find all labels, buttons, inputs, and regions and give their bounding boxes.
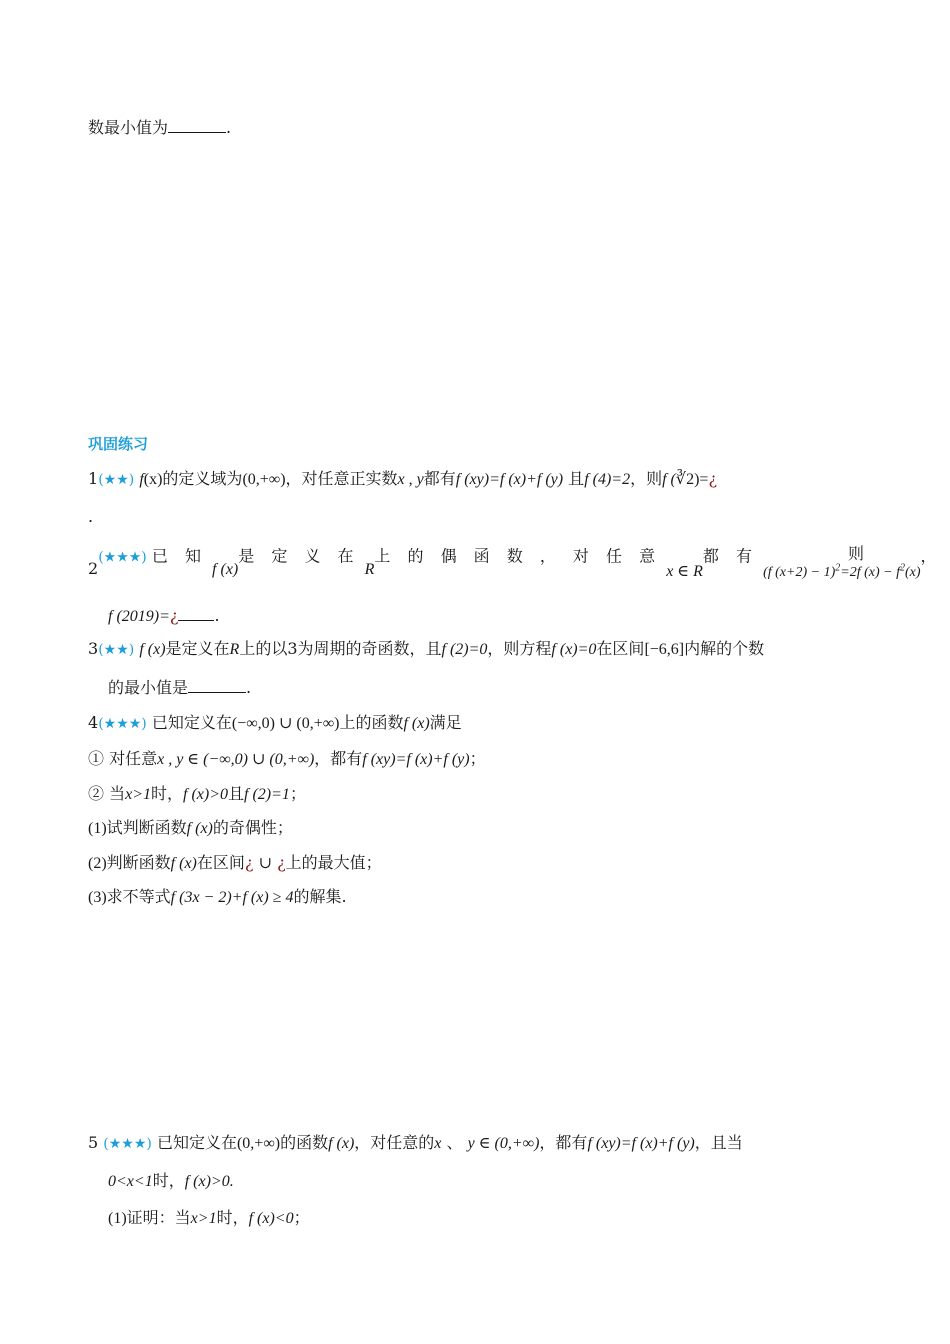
q4-domain: (−∞,0) ∪ (0,+∞) bbox=[231, 715, 340, 732]
top-line bbox=[88, 116, 231, 140]
question-5 bbox=[88, 1131, 743, 1156]
q3-difficulty: (★★) bbox=[98, 642, 135, 658]
q5-sub-num: (1) bbox=[108, 1210, 127, 1227]
q5-text: ，对任意的 bbox=[354, 1133, 435, 1152]
q3-text: 内解的个数 bbox=[684, 639, 765, 658]
top-text: 数最小值为 bbox=[88, 118, 169, 137]
question-3-cont bbox=[108, 676, 251, 700]
q2-text: 已 知 bbox=[151, 546, 207, 566]
q2-query: f (2019)= bbox=[108, 608, 170, 625]
q3-text: 是定义在 bbox=[165, 639, 230, 658]
q2-comma: ， bbox=[920, 546, 937, 566]
q4-text: 在区间 bbox=[196, 853, 245, 872]
section-heading: 巩固练习 bbox=[88, 435, 149, 453]
q5-text: 时， bbox=[152, 1171, 185, 1190]
q4-text: 的奇偶性； bbox=[212, 818, 293, 837]
q5-text: 证明：当 bbox=[126, 1208, 191, 1227]
q1-text: 且 bbox=[568, 469, 585, 488]
q2-placeholder: ¿ bbox=[169, 606, 179, 625]
question-4 bbox=[88, 711, 462, 736]
q4-text: 时， bbox=[151, 784, 184, 803]
q5-sub-1 bbox=[108, 1206, 310, 1231]
q5-text: ，且当 bbox=[694, 1133, 743, 1152]
q4-condition-2 bbox=[88, 782, 306, 807]
q4-text: ； bbox=[469, 749, 486, 768]
q3-interval: [−6,6] bbox=[644, 641, 685, 658]
question-2-cont bbox=[108, 604, 220, 629]
q4-placeholder: ¿ bbox=[244, 853, 254, 872]
q2-difficulty: (★★★) bbox=[98, 549, 147, 566]
q1-placeholder: ¿ bbox=[708, 469, 718, 488]
period: . bbox=[214, 606, 220, 625]
q4-text: 求不等式 bbox=[106, 887, 171, 906]
q1-fx: (x) bbox=[143, 471, 163, 488]
q4-sub-1 bbox=[88, 816, 293, 841]
period: . bbox=[226, 118, 232, 137]
q5-domain: (0,+∞) bbox=[236, 1135, 281, 1152]
q3-eq: f (x)=0 bbox=[551, 641, 597, 658]
q3-cond: f (2)=0 bbox=[441, 641, 488, 658]
q4-text: 试判断函数 bbox=[106, 818, 187, 837]
q5-text: 、 bbox=[446, 1133, 463, 1152]
q4-text: 判断函数 bbox=[106, 853, 171, 872]
q2-eq-exp2: 2 bbox=[899, 562, 905, 573]
q5-text: ； bbox=[293, 1208, 310, 1227]
q2-eq-lhs: (f (x+2) − 1) bbox=[763, 564, 836, 580]
q4-difficulty: (★★★) bbox=[98, 716, 147, 732]
question-1-cont: . bbox=[88, 507, 94, 526]
q3-text: 的最小值是 bbox=[108, 678, 189, 697]
q4-sub-2 bbox=[88, 851, 382, 876]
q4-eq: f (xy)=f (x)+f (y) bbox=[362, 751, 470, 768]
q4-text: ； bbox=[289, 784, 306, 803]
q4-ineq: f (3x − 2)+f (x) ≥ 4 bbox=[170, 889, 294, 906]
q1-condition: f (4)=2 bbox=[584, 471, 631, 488]
q3-R: R bbox=[229, 641, 240, 658]
q4-text: ，都有 bbox=[314, 749, 363, 768]
question-3 bbox=[88, 637, 764, 662]
q1-text: 的定义域为 bbox=[162, 469, 243, 488]
q5-difficulty: (★★★) bbox=[103, 1136, 152, 1152]
q5-text: ，都有 bbox=[539, 1133, 588, 1152]
q1-equation: f (xy)=f (x)+f (y) bbox=[455, 471, 564, 488]
q4-text: 且 bbox=[228, 784, 245, 803]
q2-domain: x ∈ R bbox=[666, 562, 703, 580]
answer-blank bbox=[178, 606, 214, 621]
q1-domain: (0,+∞) bbox=[242, 471, 286, 488]
q5-fx: f (x) bbox=[328, 1135, 355, 1152]
q4-cond: x>1 bbox=[125, 786, 151, 803]
q5-cond: 0<x<1 bbox=[108, 1173, 153, 1190]
q2-eq-rhs: =2f (x) − f bbox=[840, 564, 900, 580]
q2-eq-exp: 2 bbox=[835, 562, 841, 573]
q4-sub-3 bbox=[88, 885, 347, 910]
q3-text: 在区间 bbox=[596, 639, 645, 658]
q3-number: 3 bbox=[88, 639, 99, 658]
q4-condition-1 bbox=[88, 747, 486, 772]
q4-sub-num: (3) bbox=[88, 889, 107, 906]
question-5-cont bbox=[108, 1169, 234, 1194]
q3-fx: f (x) bbox=[139, 641, 166, 658]
q1-text: ，对任意正实数 bbox=[285, 469, 398, 488]
answer-blank bbox=[168, 118, 226, 133]
q4-cond: f (x)>0 bbox=[183, 786, 229, 803]
q2-equation bbox=[763, 562, 921, 580]
q1-number: 1 bbox=[88, 469, 99, 488]
q5-cond: x>1 bbox=[190, 1210, 217, 1227]
q4-cond: f (2)=1 bbox=[244, 786, 290, 803]
q5-cond: f (x)<0 bbox=[248, 1210, 294, 1227]
q1-text: ，则 bbox=[630, 469, 663, 488]
q1-query: f ( bbox=[662, 471, 676, 488]
q5-number: 5 bbox=[88, 1133, 99, 1152]
q1-difficulty: (★★) bbox=[98, 472, 135, 488]
q1-text: 都有 bbox=[423, 469, 456, 488]
question-1 bbox=[88, 467, 717, 492]
q5-text: 时， bbox=[216, 1208, 249, 1227]
q4-union: ∪ bbox=[258, 855, 272, 872]
q2-text: 上 的 偶 函 数 ， 对 任 意 bbox=[374, 546, 662, 566]
q5-text: 已知定义在 bbox=[156, 1133, 237, 1152]
q4-sub-num: (1) bbox=[88, 820, 107, 837]
period: . bbox=[246, 678, 252, 697]
q4-fx: f (x) bbox=[186, 820, 213, 837]
q3-text: ，则方程 bbox=[487, 639, 552, 658]
q4-text: 上的函数 bbox=[339, 713, 404, 732]
q2-text: 都 有 bbox=[702, 546, 758, 566]
q4-text: 满足 bbox=[429, 713, 462, 732]
q5-cond: f (x)>0. bbox=[184, 1173, 234, 1190]
q2-R: R bbox=[364, 560, 375, 578]
q4-text: ① 对任意 bbox=[88, 749, 158, 768]
q3-text: 上的以3为周期的奇函数，且 bbox=[239, 639, 442, 658]
q4-placeholder: ¿ bbox=[277, 853, 286, 872]
q2-eq-end: (x) bbox=[904, 564, 921, 580]
q4-text: 已知定义在 bbox=[151, 713, 232, 732]
q4-fx: f (x) bbox=[403, 715, 430, 732]
q2-number: 2 bbox=[88, 558, 99, 578]
q5-var: x bbox=[434, 1135, 442, 1152]
q4-text: ② 当 bbox=[88, 784, 126, 803]
q2-text: 是 定 义 在 bbox=[238, 546, 360, 566]
q5-eq: f (xy)=f (x)+f (y) bbox=[587, 1135, 695, 1152]
q2-text: 则 bbox=[847, 544, 864, 563]
q1-cuberoot: ∛2 bbox=[675, 471, 695, 488]
q4-fx: f (x) bbox=[170, 855, 197, 872]
q2-fx: f (x) bbox=[212, 560, 239, 578]
q4-text: 的解集. bbox=[293, 887, 347, 906]
answer-blank bbox=[188, 678, 246, 693]
q4-vars: x , y ∈ (−∞,0) ∪ (0,+∞) bbox=[157, 751, 315, 768]
q5-text: 的函数 bbox=[280, 1133, 329, 1152]
q4-number: 4 bbox=[88, 713, 99, 732]
question-2 bbox=[88, 542, 937, 580]
q1-f: f bbox=[139, 471, 144, 488]
q5-var: y ∈ (0,+∞) bbox=[467, 1135, 540, 1152]
q1-vars: x , y bbox=[397, 471, 424, 488]
q4-sub-num: (2) bbox=[88, 855, 107, 872]
q4-text: 上的最大值； bbox=[285, 853, 382, 872]
q1-query-end: )= bbox=[694, 471, 709, 488]
